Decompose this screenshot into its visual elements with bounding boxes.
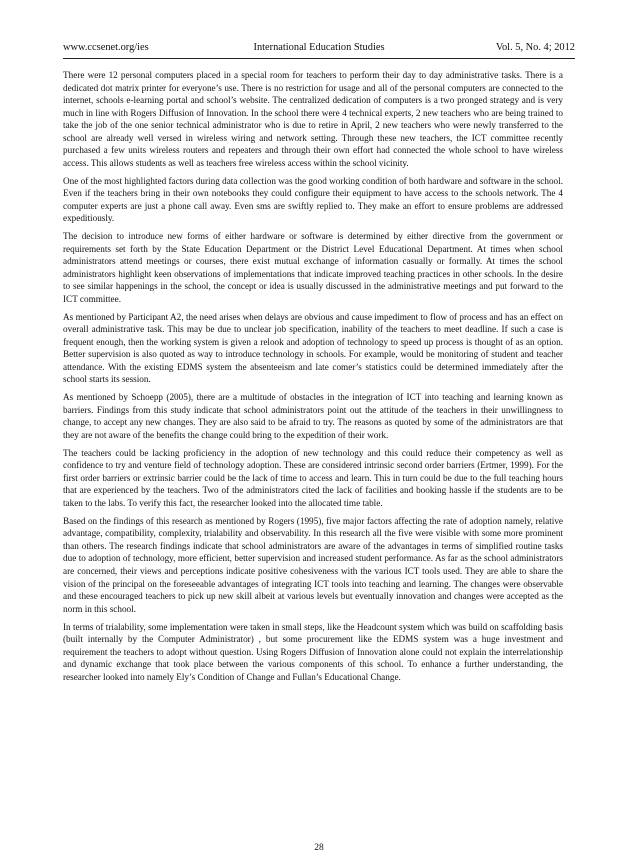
running-header [63,42,575,56]
volume-info: Vol. 5, No. 4; 2012 [495,42,575,53]
paragraph: In terms of trialability, some implementation were taken in small steps, like the Headcount system which was build on scaffolding basis (built internally by the Computer Administrator) , but some procurement like the EDMS system was a huge investment and requirement the teachers to adopt without question. Using Rogers Diffusion of Innovation alone could not explain the interrelationship and dynamic exchange that took place between the various components of this school. To enhance a further understanding, the researcher looked into namely Ely’s Condition of Change and Fullan’s Educational Change. [63,621,563,682]
body-text [63,69,563,689]
paragraph: As mentioned by Participant A2, the need arises when delays are obvious and cause impediment to flow of process and has an effect on overall administrative task. This may be due to unclear job specification, inability of the teachers to meet deadline. If such a case is frequent enough, then the working system is given a relook and adoption of technology to speed up process is thought of as an option. Better supervision is also quoted as way to introduce technology in schools. For example, would be monitoring of student and teacher attendance. With the existing EDMS system the absenteeism and late comer’s statistics could be determined immediately after the school starts its session. [63,311,563,385]
header-rule [63,58,575,59]
paragraph: There were 12 personal computers placed in a special room for teachers to perform their day to day administrative tasks. There is a dedicated dot matrix printer for everyone’s use. There is no restriction for usage and all of the personal computers are connected to the internet, schools e-learning portal and school’s website. The centralized dedication of computers is a two pronged strategy and is very much in line with Rogers Diffusion of Innovation. In the school there were 4 technical experts, 2 new teachers who are being trained to take the job of the one senior technical administrator who is due to retire in April, 2 new teachers who were newly transferred to the school are already well versed in wireless wiring and network setting. Through these new teachers, the ICT committee recently purchased a few units wireless routers and repeaters and through their own effort had connected the whole school to have wireless access. This allows students as well as teachers free wireless access within the school vicinity. [63,70,563,168]
journal-url: www.ccsenet.org/ies [63,42,149,53]
journal-title: International Education Studies [253,42,385,53]
paragraph: The teachers could be lacking proficiency in the adoption of new technology and this could reduce their competency as well as confidence to try and venture field of technology adoption. These are considered intrinsic second order barriers (Ertmer, 1999). For the first order barriers or extrinsic barrier could be the lack of time to access and learn. This in turn could be due to the full teaching hours that are experienced by the teachers. Two of the administrators cited the lack of facilities and booking hassle if the students are to be taken to the labs. To verify this fact, the researcher looked into the allocated time table. [63,447,563,508]
paragraph: One of the most highlighted factors during data collection was the good working condition of both hardware and software in the school. Even if the teachers bring in their own notebooks they could configure their equipment to have access to the schools network. The 4 computer experts are just a phone call away. Even sms are swiftly replied to. They make an effort to ensure problems are addressed expeditiously. [63,175,563,224]
page-number: 28 [314,842,324,853]
paragraph: As mentioned by Schoepp (2005), there are a multitude of obstacles in the integration of ICT into teaching and learning known as barriers. Findings from this study indicate that school administrators point out the attitude of the teachers in their unwillingness to change, to accept any new changes. They are also said to be afraid to try. The reasons as quoted by some of the administrators are that they are not aware of the benefits the change could bring to the expedition of their work. [63,392,563,440]
paragraph: The decision to introduce new forms of either hardware or software is determined by either directive from the government or requirements set forth by the State Education Department or the District Level Educational Department. At times when school administrators attend meetings or courses, there exist mutual exchange of information casually or formally. At times the school administrators highlight keen observations of implementations that indicate improved teaching practices in other schools. In the desire to see similar happenings in the school, the concept or idea is usually discussed in the administrative meetings and put forward to the ICT committee. [63,231,563,304]
paragraph: Based on the findings of this research as mentioned by Rogers (1995), five major factors affecting the rate of adoption namely, relative advantage, compatibility, complexity, trialability and observability. In this research all the five were visible with some more prominent than others. The research findings indicate that school administrators are aware of the advantages in terms of simplified routine tasks due to adoption of technology, more efficient, better supervision and increased student performance. As far as the school administrators are concerned, their views and perceptions indicate positive cohesiveness with the various ICT tools used. They are able to share the vision of the principal on the foreseeable advantages of integrating ICT tools into teaching and learning. The changes were observable and these encouraged teachers to pick up new skill albeit at various levels but eventually innovation and changes were accepted as the norm in this school. [63,515,563,614]
